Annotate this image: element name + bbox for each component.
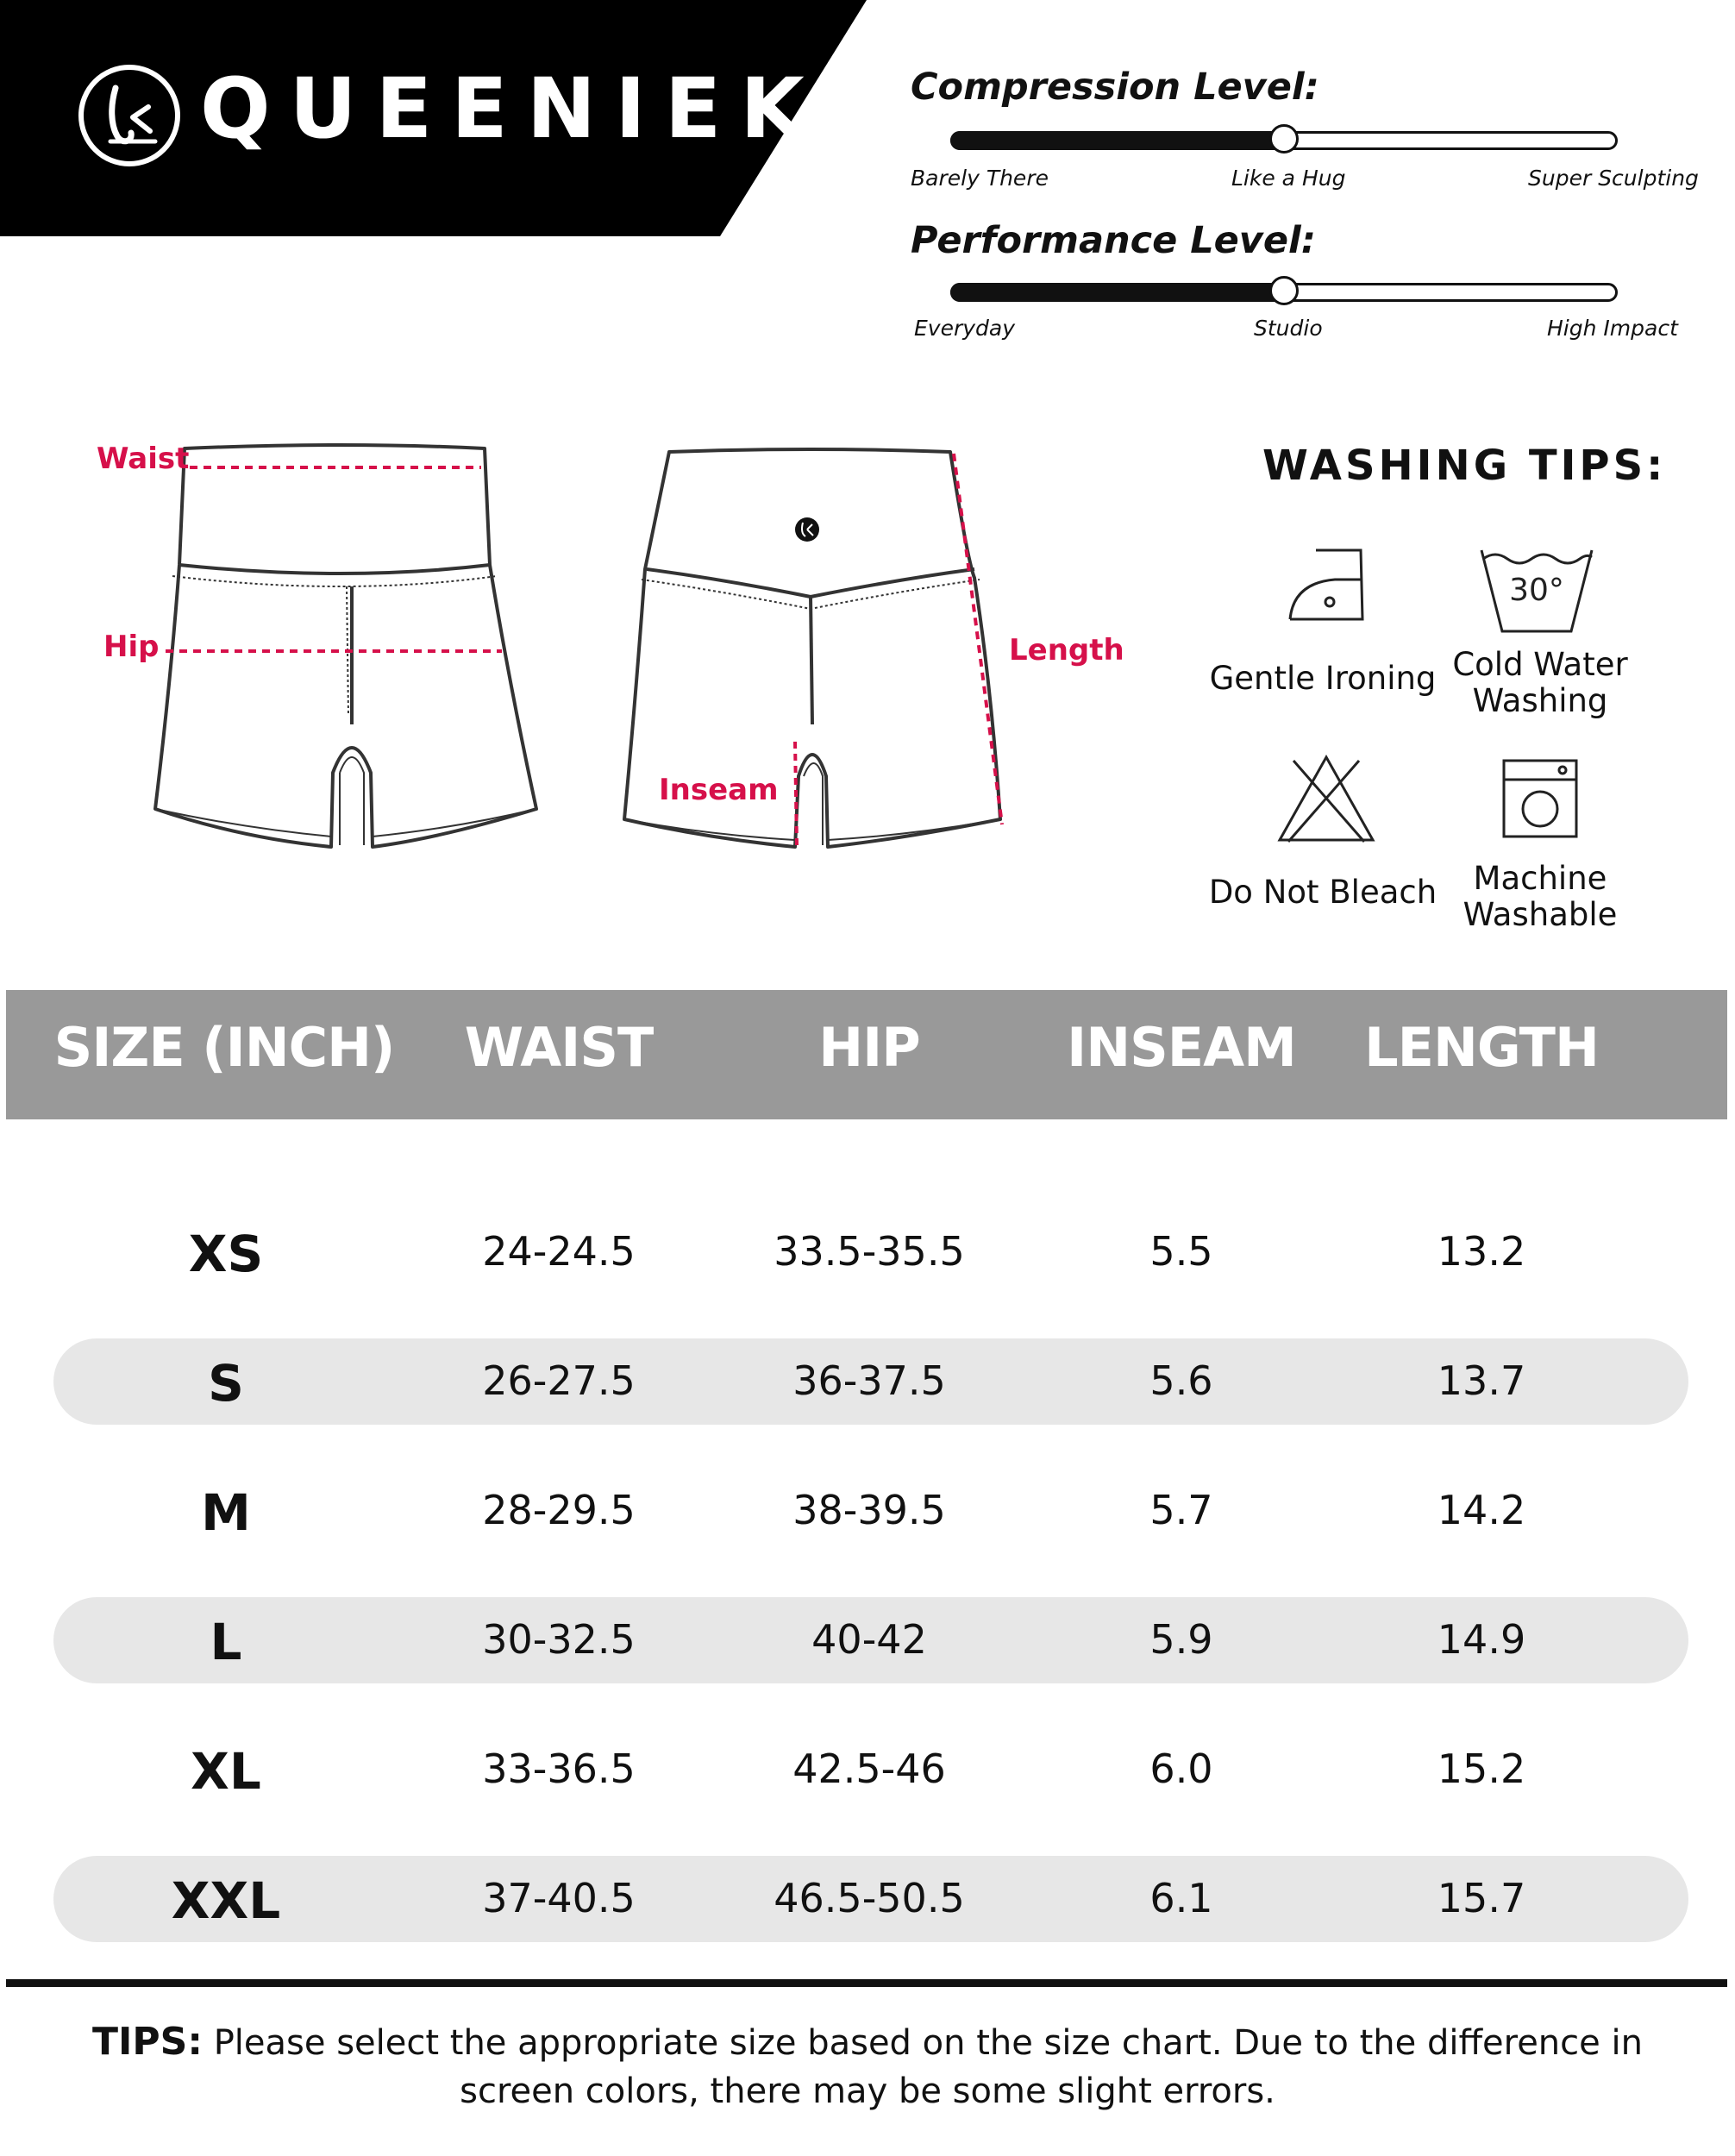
- do-not-bleach-label: Do Not Bleach: [1208, 874, 1437, 911]
- wash-temperature: 30°: [1509, 573, 1564, 608]
- table-cell-hip: 33.5-35.5: [774, 1228, 965, 1275]
- table-cell-waist: 26-27.5: [482, 1357, 636, 1404]
- column-header-waist: WAIST: [464, 1016, 654, 1079]
- table-cell-hip: 46.5-50.5: [774, 1875, 965, 1921]
- performance-label-mid: Studio: [1254, 316, 1323, 341]
- table-cell-hip: 40-42: [811, 1616, 927, 1663]
- compression-label-mid: Like a Hug: [1231, 166, 1346, 191]
- compression-level-title: Compression Level:: [911, 66, 1319, 109]
- tips-divider: [6, 1979, 1727, 1987]
- table-cell-waist: 37-40.5: [482, 1875, 636, 1921]
- table-cell-length: 15.7: [1437, 1875, 1526, 1921]
- performance-level-meter: [950, 278, 1623, 312]
- brand-name: QUEENIEKE: [200, 60, 899, 157]
- inseam-measure-label: Inseam: [659, 773, 779, 807]
- washing-tips-title: WASHING TIPS:: [1262, 442, 1667, 490]
- table-cell-size: L: [210, 1613, 242, 1671]
- table-cell-inseam: 5.7: [1149, 1487, 1213, 1533]
- washing-machine-icon: [1500, 757, 1580, 840]
- table-cell-hip: 38-39.5: [792, 1487, 946, 1533]
- tips-text: Please select the appropriate size based on the size chart. Due to the difference in screen colors, there may be some slight errors.: [213, 2023, 1643, 2111]
- gentle-ironing-label: Gentle Ironing: [1209, 660, 1437, 697]
- column-header-size: SIZE (INCH): [53, 1016, 395, 1079]
- table-cell-size: XXL: [171, 1871, 281, 1930]
- performance-level-title: Performance Level:: [911, 219, 1316, 262]
- table-cell-size: S: [208, 1354, 244, 1413]
- compression-level-knob: [1269, 124, 1299, 154]
- shorts-front-illustration: [147, 440, 543, 862]
- performance-level-knob: [1269, 276, 1299, 305]
- compression-level-fill: [950, 131, 1284, 150]
- table-cell-waist: 24-24.5: [482, 1228, 636, 1275]
- iron-icon: [1281, 540, 1371, 626]
- table-cell-length: 14.9: [1437, 1616, 1526, 1663]
- table-cell-waist: 30-32.5: [482, 1616, 636, 1663]
- machine-washable-label: Machine Washable: [1463, 860, 1618, 933]
- table-cell-waist: 33-36.5: [482, 1745, 636, 1792]
- table-cell-length: 13.2: [1437, 1228, 1526, 1275]
- table-cell-length: 13.7: [1437, 1357, 1526, 1404]
- table-cell-waist: 28-29.5: [482, 1487, 636, 1533]
- performance-label-low: Everyday: [914, 316, 1016, 341]
- performance-level-fill: [950, 283, 1284, 302]
- tips-label: TIPS:: [92, 2020, 203, 2064]
- column-header-inseam: INSEAM: [1067, 1016, 1296, 1079]
- table-cell-inseam: 5.5: [1149, 1228, 1213, 1275]
- table-cell-hip: 42.5-46: [792, 1745, 946, 1792]
- table-cell-size: M: [201, 1483, 251, 1542]
- table-cell-length: 14.2: [1437, 1487, 1526, 1533]
- table-cell-size: XL: [191, 1742, 261, 1801]
- compression-label-high: Super Sculpting: [1528, 166, 1699, 191]
- compression-label-low: Barely There: [911, 166, 1049, 191]
- performance-label-high: High Impact: [1547, 316, 1678, 341]
- table-cell-length: 15.2: [1437, 1745, 1526, 1792]
- table-cell-inseam: 6.0: [1149, 1745, 1213, 1792]
- table-cell-size: XS: [188, 1225, 264, 1283]
- brand-logo-icon: [76, 62, 183, 169]
- length-measure-label: Length: [1009, 633, 1124, 667]
- table-cell-hip: 36-37.5: [792, 1357, 946, 1404]
- wash-tub-30-icon: [1476, 545, 1597, 638]
- table-cell-inseam: 6.1: [1149, 1875, 1213, 1921]
- table-cell-inseam: 5.9: [1149, 1616, 1213, 1663]
- table-cell-inseam: 5.6: [1149, 1357, 1213, 1404]
- waist-measure-label: Waist: [97, 442, 190, 476]
- column-header-hip: HIP: [818, 1016, 920, 1079]
- no-bleach-icon: [1275, 754, 1378, 845]
- column-header-length: LENGTH: [1364, 1016, 1599, 1079]
- hip-measure-label: Hip: [103, 630, 160, 664]
- tips-note: [69, 2018, 1666, 2115]
- compression-level-meter: [950, 126, 1623, 160]
- cold-water-washing-label: Cold Water Washing: [1452, 646, 1628, 719]
